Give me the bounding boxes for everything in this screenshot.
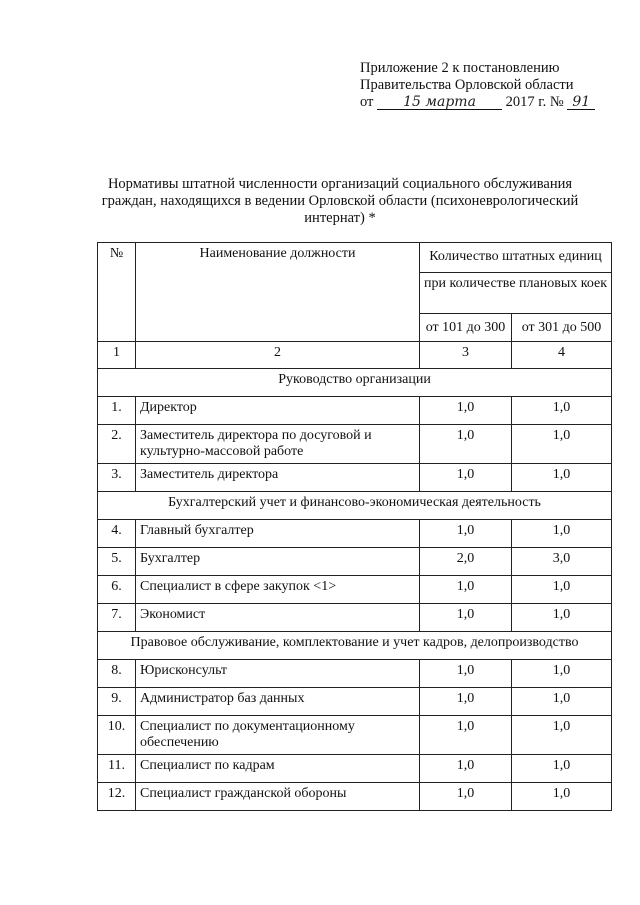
header-num: №: [98, 243, 136, 342]
section-title: Бухгалтерский учет и финансово-экономическая деятельность: [98, 492, 612, 520]
value-range-1: 1,0: [420, 755, 512, 783]
table-row: [98, 520, 612, 548]
value-range-2: 1,0: [512, 688, 612, 716]
value-range-2: 3,0: [512, 548, 612, 576]
value-range-2: 1,0: [512, 716, 612, 755]
appendix-header: [360, 60, 610, 111]
handwritten-date: 15 марта: [377, 95, 502, 110]
value-range-1: 1,0: [420, 660, 512, 688]
col-index-3: 3: [420, 342, 512, 369]
table-row: [98, 464, 612, 492]
row-number: 7.: [98, 604, 136, 632]
row-number: 6.: [98, 576, 136, 604]
position-name: Главный бухгалтер: [136, 520, 420, 548]
row-number: 2.: [98, 425, 136, 464]
row-number: 12.: [98, 783, 136, 811]
value-range-2: 1,0: [512, 604, 612, 632]
section-title: Руководство организации: [98, 369, 612, 397]
value-range-1: 1,0: [420, 604, 512, 632]
row-number: 9.: [98, 688, 136, 716]
value-range-1: 1,0: [420, 783, 512, 811]
value-range-2: 1,0: [512, 576, 612, 604]
row-number: 11.: [98, 755, 136, 783]
position-name: Специалист по документационному обеспечению: [136, 716, 420, 755]
value-range-2: 1,0: [512, 755, 612, 783]
position-name: Специалист гражданской обороны: [136, 783, 420, 811]
col-index-4: 4: [512, 342, 612, 369]
value-range-2: 1,0: [512, 783, 612, 811]
table-row: [98, 576, 612, 604]
position-name: Бухгалтер: [136, 548, 420, 576]
section-title: Правовое обслуживание, комплектование и учет кадров, делопроизводство: [98, 632, 612, 660]
position-name: Администратор баз данных: [136, 688, 420, 716]
table-row: [98, 755, 612, 783]
value-range-2: 1,0: [512, 397, 612, 425]
header-position: Наименование должности: [136, 243, 420, 342]
row-number: 5.: [98, 548, 136, 576]
row-number: 3.: [98, 464, 136, 492]
position-name: Директор: [136, 397, 420, 425]
value-range-1: 2,0: [420, 548, 512, 576]
document-title: Нормативы штатной численности организаций социального обслуживания граждан, находящихся в ведении Орловской области (психоневрологический интернат) *: [101, 176, 579, 226]
value-range-2: 1,0: [512, 660, 612, 688]
header-range-1: от 101 до 300: [420, 314, 512, 342]
position-name: Заместитель директора по досуговой и культурно-массовой работе: [136, 425, 420, 464]
table-body: [98, 243, 612, 811]
value-range-1: 1,0: [420, 397, 512, 425]
value-range-1: 1,0: [420, 520, 512, 548]
value-range-2: 1,0: [512, 425, 612, 464]
position-name: Специалист по кадрам: [136, 755, 420, 783]
from-label: от: [360, 94, 374, 110]
appendix-line-2: Правительства Орловской области: [360, 77, 574, 93]
position-name: Экономист: [136, 604, 420, 632]
column-index-row: [98, 342, 612, 369]
appendix-date-line: [360, 94, 610, 111]
value-range-2: 1,0: [512, 464, 612, 492]
value-range-1: 1,0: [420, 576, 512, 604]
table-row: [98, 783, 612, 811]
row-number: 8.: [98, 660, 136, 688]
table-row: [98, 716, 612, 755]
table-row: [98, 397, 612, 425]
year-label: 2017 г. №: [505, 94, 564, 110]
value-range-1: 1,0: [420, 688, 512, 716]
table-row: [98, 425, 612, 464]
value-range-1: 1,0: [420, 425, 512, 464]
header-beds: при количестве плановых коек: [420, 272, 612, 314]
col-index-1: 1: [98, 342, 136, 369]
staff-norms-table: [97, 242, 612, 811]
position-name: Юрисконсульт: [136, 660, 420, 688]
table-row: [98, 660, 612, 688]
row-number: 1.: [98, 397, 136, 425]
value-range-1: 1,0: [420, 464, 512, 492]
header-range-2: от 301 до 500: [512, 314, 612, 342]
table-row: [98, 548, 612, 576]
section-row: [98, 492, 612, 520]
section-row: [98, 632, 612, 660]
table-row: [98, 688, 612, 716]
position-name: Заместитель директора: [136, 464, 420, 492]
section-row: [98, 369, 612, 397]
appendix-line-1: Приложение 2 к постановлению: [360, 60, 560, 76]
handwritten-number: 91: [567, 95, 595, 110]
value-range-1: 1,0: [420, 716, 512, 755]
row-number: 4.: [98, 520, 136, 548]
header-count: Количество штатных единиц: [420, 243, 612, 273]
position-name: Специалист в сфере закупок <1>: [136, 576, 420, 604]
row-number: 10.: [98, 716, 136, 755]
header-row-1: [98, 243, 612, 273]
table-row: [98, 604, 612, 632]
col-index-2: 2: [136, 342, 420, 369]
value-range-2: 1,0: [512, 520, 612, 548]
